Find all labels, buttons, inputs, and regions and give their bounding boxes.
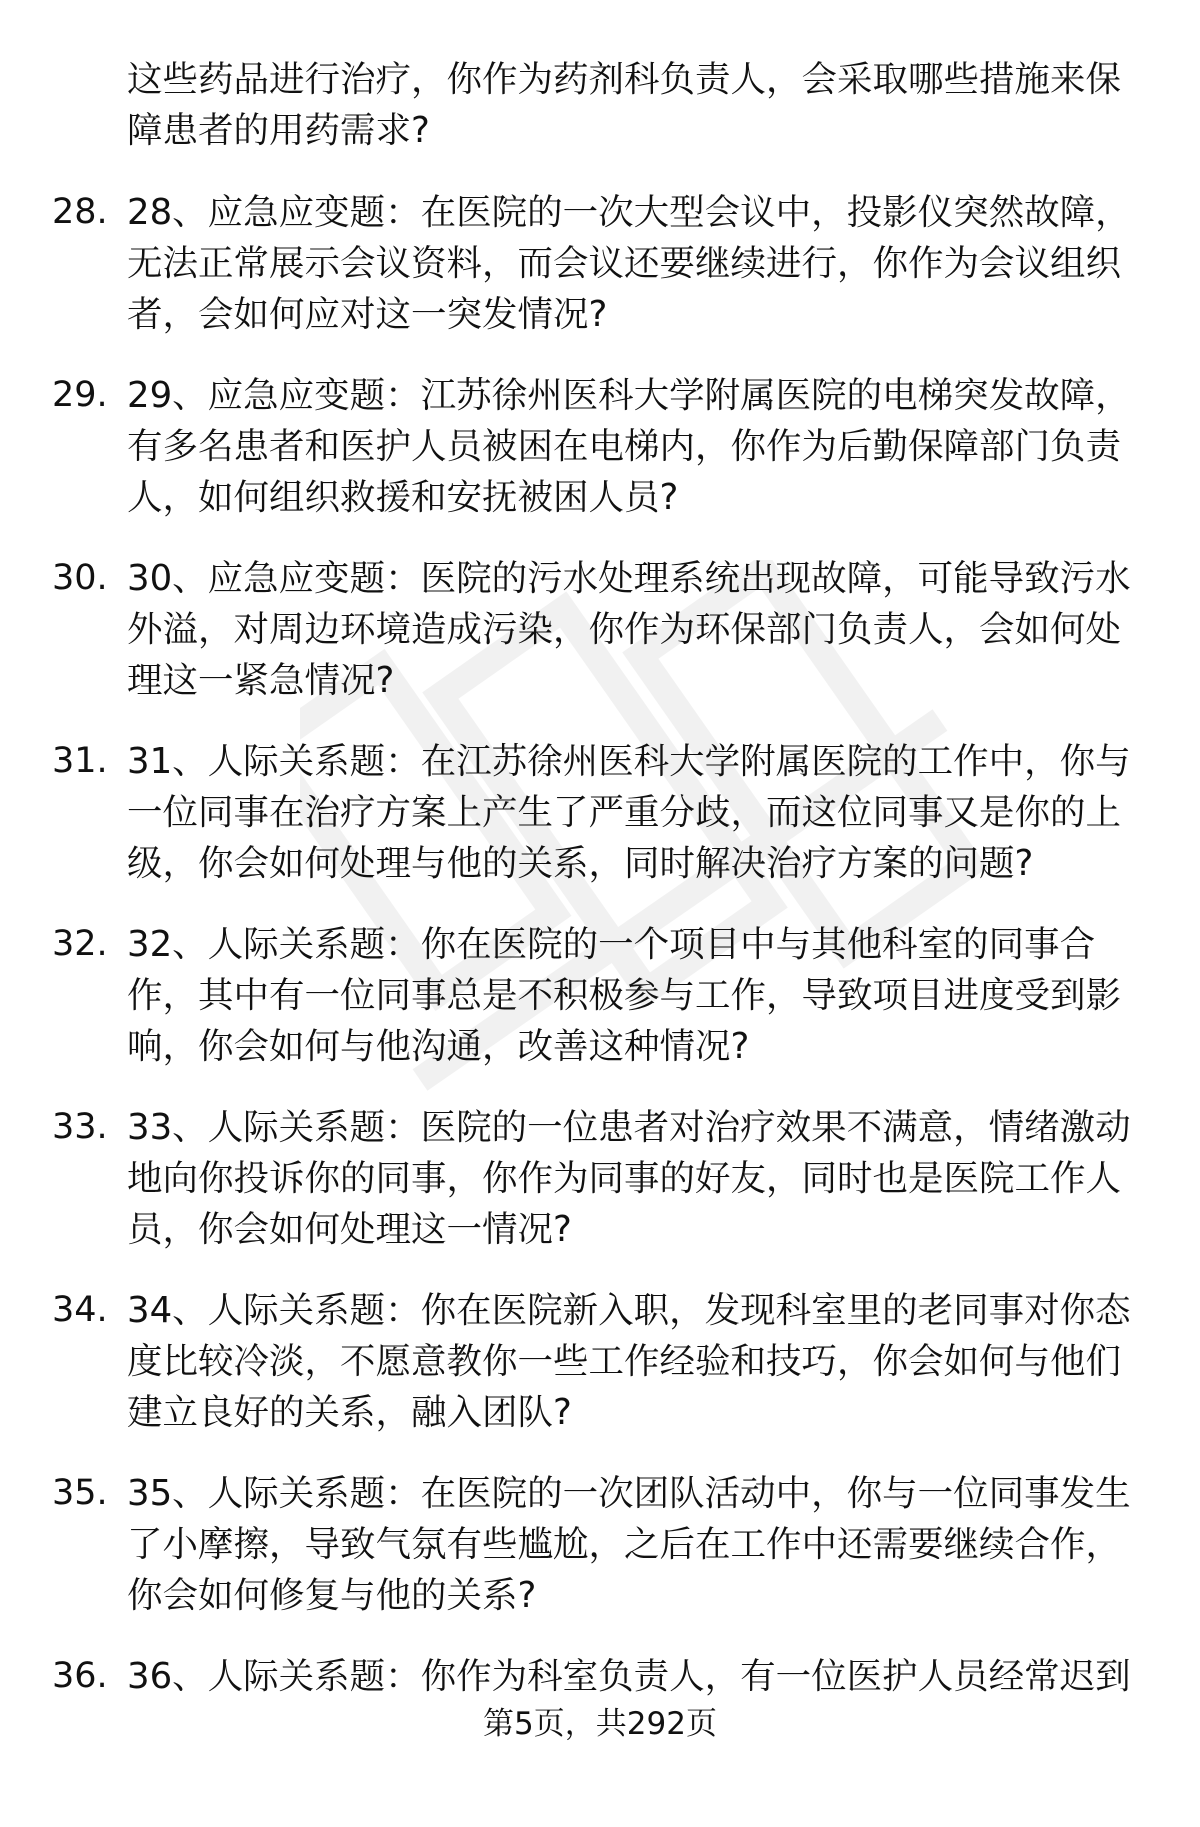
question-text: 31、人际关系题：在江苏徐州医科大学附属医院的工作中，你与一位同事在治疗方案上产生了严重分歧，而这位同事又是你的上级，你会如何处理与他的关系，同时解决治疗方案的问题?	[127, 741, 1131, 884]
question-text: 28、应急应变题：在医院的一次大型会议中，投影仪突然故障，无法正常展示会议资料，而会议还要继续进行，你作为会议组织者，会如何应对这一突发情况?	[127, 192, 1131, 335]
question-text: 29、应急应变题：江苏徐州医科大学附属医院的电梯突发故障，有多名患者和医护人员被困在电梯内，你作为后勤保障部门负责人，如何组织救援和安抚被困人员?	[127, 375, 1131, 518]
question-text: 35、人际关系题：在医院的一次团队活动中，你与一位同事发生了小摩擦，导致气氛有些尴尬，之后在工作中还需要继续合作，你会如何修复与他的关系?	[127, 1473, 1131, 1616]
continuation-text: 这些药品进行治疗，你作为药剂科负责人，会采取哪些措施来保障患者的用药需求?	[127, 59, 1122, 151]
question-text: 33、人际关系题：医院的一位患者对治疗效果不满意，情绪激动地向你投诉你的同事，你作为同事的好友，同时也是医院工作人员，你会如何处理这一情况?	[127, 1107, 1131, 1250]
question-item	[0, 363, 1200, 546]
question-text: 32、人际关系题：你在医院的一个项目中与其他科室的同事合作，其中有一位同事总是不积极参与工作，导致项目进度受到影响，你会如何与他沟通，改善这种情况?	[127, 924, 1122, 1067]
question-item	[0, 912, 1200, 1095]
question-item	[0, 1461, 1200, 1644]
question-number: 35.	[52, 1473, 108, 1513]
question-list	[0, 180, 1200, 1827]
page-footer: 第5页，共292页	[483, 1706, 717, 1742]
question-item	[0, 1095, 1200, 1278]
question-number: 32.	[52, 924, 108, 964]
question-item	[0, 546, 1200, 729]
question-item	[0, 1278, 1200, 1461]
question-text: 30、应急应变题：医院的污水处理系统出现故障，可能导致污水外溢，对周边环境造成污染，你作为环保部门负责人，会如何处理这一紧急情况?	[127, 558, 1131, 701]
question-text: 36、人际关系题：你作为科室负责人，有一位医护人员经常迟到	[127, 1656, 1131, 1697]
question-item	[0, 729, 1200, 912]
question-number: 34.	[52, 1290, 108, 1330]
question-text: 34、人际关系题：你在医院新入职，发现科室里的老同事对你态度比较冷淡，不愿意教你一些工作经验和技巧，你会如何与他们建立良好的关系，融入团队?	[127, 1290, 1131, 1433]
question-number: 36.	[52, 1656, 108, 1696]
question-number: 28.	[52, 192, 108, 232]
question-number: 29.	[52, 375, 108, 415]
question-number: 31.	[52, 741, 108, 781]
question-item	[0, 180, 1200, 363]
question-number: 33.	[52, 1107, 108, 1147]
question-number: 30.	[52, 558, 108, 598]
